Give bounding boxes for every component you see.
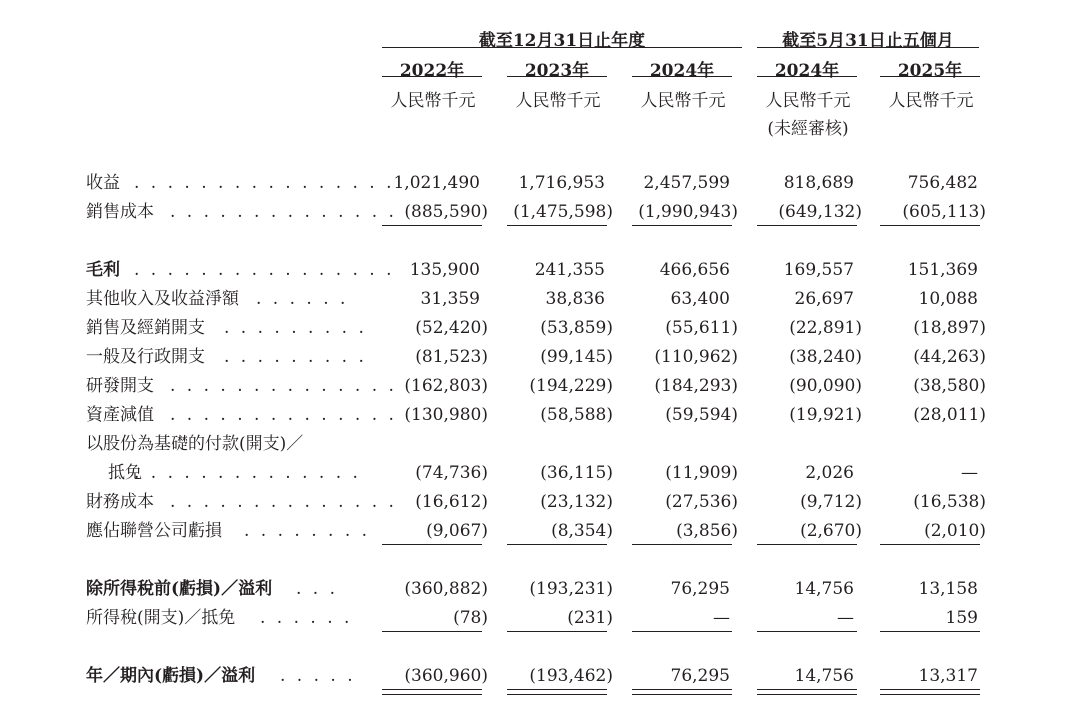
value-cell: 13,317 [918,666,978,686]
header-group-december-rule [382,47,742,48]
value-cell: (27,536) [665,492,738,512]
value-cell: 63,400 [670,289,730,309]
table-row [0,285,1080,314]
value-cell: 31,359 [420,289,480,309]
subtotal-rule [632,544,732,545]
header-unit: 人民幣千元 [390,91,476,111]
table-row [0,343,1080,372]
subtotal-rule [382,544,482,545]
row-label: 抵免 [108,463,142,483]
value-cell: (16,612) [415,492,488,512]
value-cell: (16,538) [913,492,986,512]
row-label: 所得稅(開支)／抵免 [86,608,236,628]
subtotal-rule [757,544,857,545]
value-cell: (99,145) [540,347,613,367]
leader-dots: . . . . . . . . . [224,318,367,338]
value-cell: 466,656 [659,260,730,280]
value-cell: (38,580) [913,376,986,396]
leader-dots: . . . . . . . . . . . . . . [170,492,397,512]
table-row [0,198,1080,227]
subtotal-rule [382,225,482,226]
header-unit: 人民幣千元 [888,91,974,111]
value-cell: (44,263) [913,347,986,367]
value-cell: (59,594) [665,405,738,425]
leader-dots: . . . . . . . . . . . . . . . . [134,260,395,280]
value-cell: — [837,608,854,628]
total-double-rule [382,689,482,695]
subtotal-rule [880,631,980,632]
value-cell: (1,475,598) [513,202,613,222]
total-double-rule [880,689,980,695]
value-cell: 76,295 [670,579,730,599]
value-cell: (885,590) [404,202,488,222]
table-row [0,575,1080,604]
value-cell: 76,295 [670,666,730,686]
header-unit: 人民幣千元 [640,91,726,111]
value-cell: (90,090) [789,376,862,396]
row-label: 銷售成本 [86,202,154,222]
subtotal-rule [880,225,980,226]
value-cell: (19,921) [789,405,862,425]
year-rule [507,76,607,77]
leader-dots: . . . . . . . . . . . . . . [170,202,397,222]
leader-dots: . . . . . . . . . [224,347,367,367]
value-cell: 2,026 [805,463,854,483]
table-row [0,430,1080,459]
value-cell: 10,088 [918,289,978,309]
value-cell: 169,557 [783,260,854,280]
row-label: 毛利 [86,260,120,280]
value-cell: (53,859) [540,318,613,338]
leader-dots: . . . [296,579,339,599]
header-group-december: 截至12月31日止年度 [478,31,646,51]
value-cell: (162,803) [404,376,488,396]
value-cell: (184,293) [654,376,738,396]
value-cell: (23,132) [540,492,613,512]
table-row [0,372,1080,401]
header-year-2025: 2025年 [897,61,963,81]
row-label: 收益 [86,173,120,193]
value-cell: 756,482 [907,173,978,193]
row-label: 以股份為基礎的付款(開支)／ [86,434,304,454]
value-cell: 26,697 [794,289,854,309]
leader-dots: . . . . . . . . . . . . . . . . [134,173,395,193]
total-double-rule [632,689,732,695]
value-cell: 1,021,490 [393,173,480,193]
total-double-rule [757,689,857,695]
table-row [0,517,1080,546]
row-label: 財務成本 [86,492,154,512]
value-cell: (55,611) [665,318,738,338]
leader-dots: . . . . . . . . . . . . . . [170,405,397,425]
year-rule [880,76,980,77]
value-cell: (2,010) [924,521,986,541]
subtotal-rule [632,631,732,632]
header-group-may: 截至5月31日止五個月 [782,31,954,51]
value-cell: 135,900 [409,260,480,280]
subtotal-rule [507,631,607,632]
row-label: 銷售及經銷開支 [86,318,205,338]
value-cell: (9,712) [800,492,862,512]
value-cell: (38,240) [789,347,862,367]
table-row [0,169,1080,198]
subtotal-rule [632,225,732,226]
subtotal-rule [507,544,607,545]
value-cell: (194,229) [529,376,613,396]
row-label: 一般及行政開支 [86,347,205,367]
value-cell: (605,113) [902,202,986,222]
value-cell: (3,856) [676,521,738,541]
value-cell: (2,670) [800,521,862,541]
leader-dots: . . . . . [280,666,356,686]
header-unit: 人民幣千元 [515,91,601,111]
subtotal-rule [507,225,607,226]
table-row [0,314,1080,343]
value-cell: (74,736) [415,463,488,483]
value-cell: (193,462) [529,666,613,686]
value-cell: 2,457,599 [643,173,730,193]
value-cell: (52,420) [415,318,488,338]
value-cell: (11,909) [665,463,738,483]
leader-dots: . . . . . . . . [244,521,371,541]
value-cell: (22,891) [789,318,862,338]
value-cell: (193,231) [529,579,613,599]
row-label: 資產減值 [86,405,154,425]
value-cell: 1,716,953 [518,173,605,193]
header-unit: 人民幣千元 [765,91,851,111]
year-rule [632,76,732,77]
row-label: 年／期內(虧損)／溢利 [86,666,256,686]
value-cell: 38,836 [545,289,605,309]
table-row [0,256,1080,285]
table-row [0,662,1080,691]
value-cell: (649,132) [778,202,862,222]
value-cell: 13,158 [918,579,978,599]
value-cell: 14,756 [794,579,854,599]
value-cell: (8,354) [551,521,613,541]
value-cell: (78) [453,608,488,628]
value-cell: (81,523) [415,347,488,367]
header-year-2024: 2024年 [649,61,715,81]
subtotal-rule [382,631,482,632]
leader-dots: . . . . . . [260,608,353,628]
value-cell: (231) [567,608,613,628]
year-rule [757,76,857,77]
value-cell: — [713,608,730,628]
leader-dots: . . . . . . . . . . . . . . [134,463,361,483]
value-cell: (18,897) [913,318,986,338]
value-cell: (28,011) [913,405,986,425]
table-row [0,604,1080,633]
header-group-may-rule [757,47,979,48]
value-cell: (36,115) [540,463,613,483]
value-cell: 241,355 [534,260,605,280]
subtotal-rule [880,544,980,545]
value-cell: 818,689 [783,173,854,193]
row-label: 除所得稅前(虧損)／溢利 [86,579,273,599]
value-cell: (130,980) [404,405,488,425]
value-cell: (360,882) [404,579,488,599]
value-cell: 151,369 [907,260,978,280]
subtotal-rule [757,225,857,226]
year-rule [382,76,482,77]
row-label: 研發開支 [86,376,154,396]
header-unaudited-note: (未經審核) [767,119,849,139]
row-label: 其他收入及收益淨額 [86,289,239,309]
value-cell: (1,990,943) [638,202,738,222]
subtotal-rule [757,631,857,632]
value-cell: 14,756 [794,666,854,686]
value-cell: (110,962) [654,347,738,367]
leader-dots: . . . . . . [256,289,349,309]
row-label: 應佔聯營公司虧損 [86,521,222,541]
value-cell: (58,588) [540,405,613,425]
value-cell: — [961,463,978,483]
table-row [0,488,1080,517]
value-cell: (9,067) [426,521,488,541]
table-row [0,401,1080,430]
leader-dots: . . . . . . . . . . . . . . [170,376,397,396]
table-row [0,459,1080,488]
header-year-2022: 2022年 [399,61,465,81]
value-cell: (360,960) [404,666,488,686]
value-cell: 159 [945,608,978,628]
header-year-2023: 2023年 [524,61,590,81]
total-double-rule [507,689,607,695]
header-year-2024-may: 2024年 [774,61,840,81]
